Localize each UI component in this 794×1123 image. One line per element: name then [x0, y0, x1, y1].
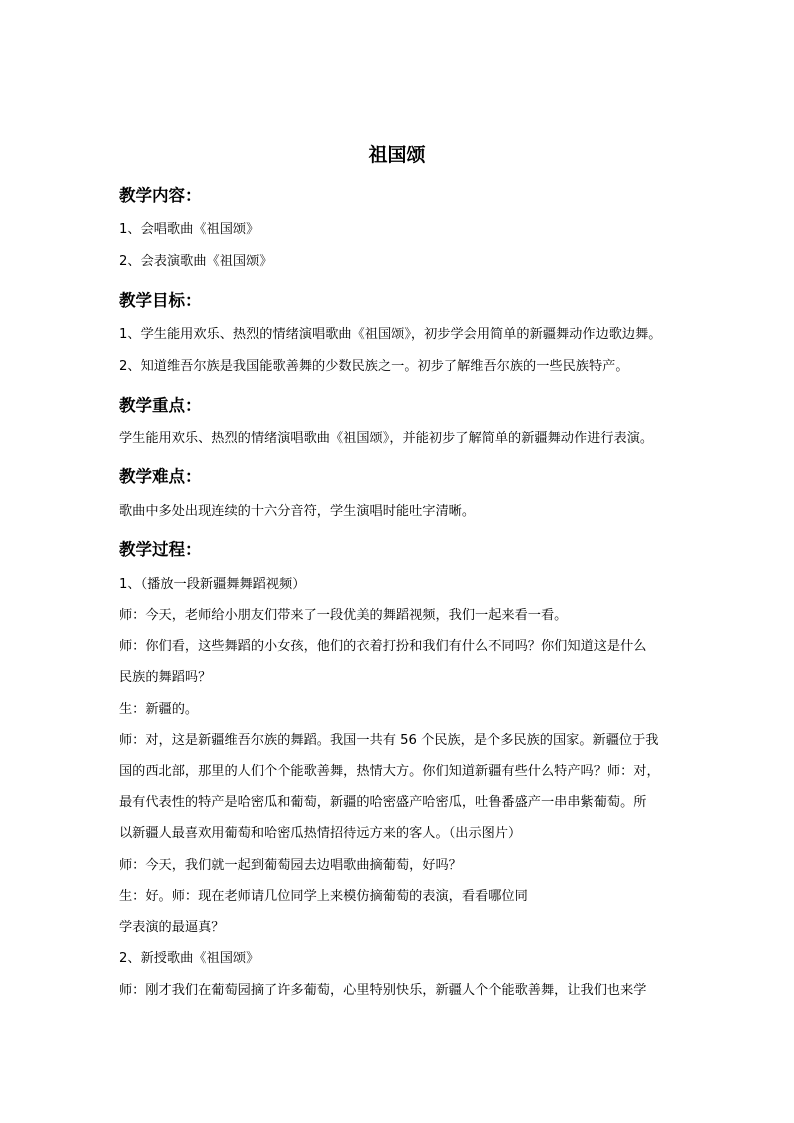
process-line: 1、（播放一段新疆舞舞蹈视频）: [119, 577, 306, 592]
process-line: 师：你们看，这些舞蹈的小女孩，他们的衣着打扮和我们有什么不同吗？你们知道这是什么: [119, 639, 647, 654]
process-line: 师：刚才我们在葡萄园摘了许多葡萄，心里特别快乐，新疆人个个能歌善舞，让我们也来学: [119, 983, 647, 998]
process-line: 最有代表性的特产是哈密瓜和葡萄，新疆的哈密盛产哈密瓜，吐鲁番盛产一串串紫葡萄。所: [119, 795, 647, 810]
key-point-text: 学生能用欢乐、热烈的情绪演唱歌曲《祖国颂》，并能初步了解简单的新疆舞动作进行表演。: [119, 431, 654, 446]
process-line: 生：新疆的。: [119, 702, 199, 717]
process-line: 师：对，这是新疆维吾尔族的舞蹈。我国一共有 56 个民族，是个多民族的国家。新疆位于我: [119, 733, 659, 748]
process-line: 民族的舞蹈吗？: [119, 670, 212, 685]
goal-item-1: 1、学生能用欢乐、热烈的情绪演唱歌曲《祖国颂》，初步学会用简单的新疆舞动作边歌边舞。: [119, 327, 662, 342]
process-line: 生：好。师：现在老师请几位同学上来模仿摘葡萄的表演，看看哪位同: [119, 889, 528, 904]
heading-difficulty: 教学难点：: [119, 467, 202, 486]
page-title: 祖国颂: [368, 144, 426, 166]
heading-teaching-goals: 教学目标：: [119, 291, 202, 310]
process-line: 2、新授歌曲《祖国颂》: [119, 951, 260, 966]
process-line: 以新疆人最喜欢用葡萄和哈密瓜热情招待远方来的客人。（出示图片）: [119, 826, 522, 841]
difficulty-text: 歌曲中多处出现连续的十六分音符，学生演唱时能吐字清晰。: [119, 504, 476, 519]
goal-item-2: 2、知道维吾尔族是我国能歌善舞的少数民族之一。初步了解维吾尔族的一些民族特产。: [119, 359, 629, 374]
process-line: 国的西北部，那里的人们个个能歌善舞，热情大方。你们知道新疆有些什么特产吗？师：对，: [119, 764, 660, 779]
process-line: 师：今天，老师给小朋友们带来了一段优美的舞蹈视频，我们一起来看一看。: [119, 608, 568, 623]
heading-key-point: 教学重点：: [119, 396, 202, 415]
heading-teaching-process: 教学过程：: [119, 540, 202, 559]
content-item-2: 2、会表演歌曲《祖国颂》: [119, 254, 273, 269]
heading-teaching-content: 教学内容：: [119, 186, 202, 205]
process-line: 学表演的最逼真？: [119, 920, 225, 935]
content-item-1: 1、会唱歌曲《祖国颂》: [119, 222, 260, 237]
process-line: 师：今天，我们就一起到葡萄园去边唱歌曲摘葡萄，好吗？: [119, 858, 462, 873]
